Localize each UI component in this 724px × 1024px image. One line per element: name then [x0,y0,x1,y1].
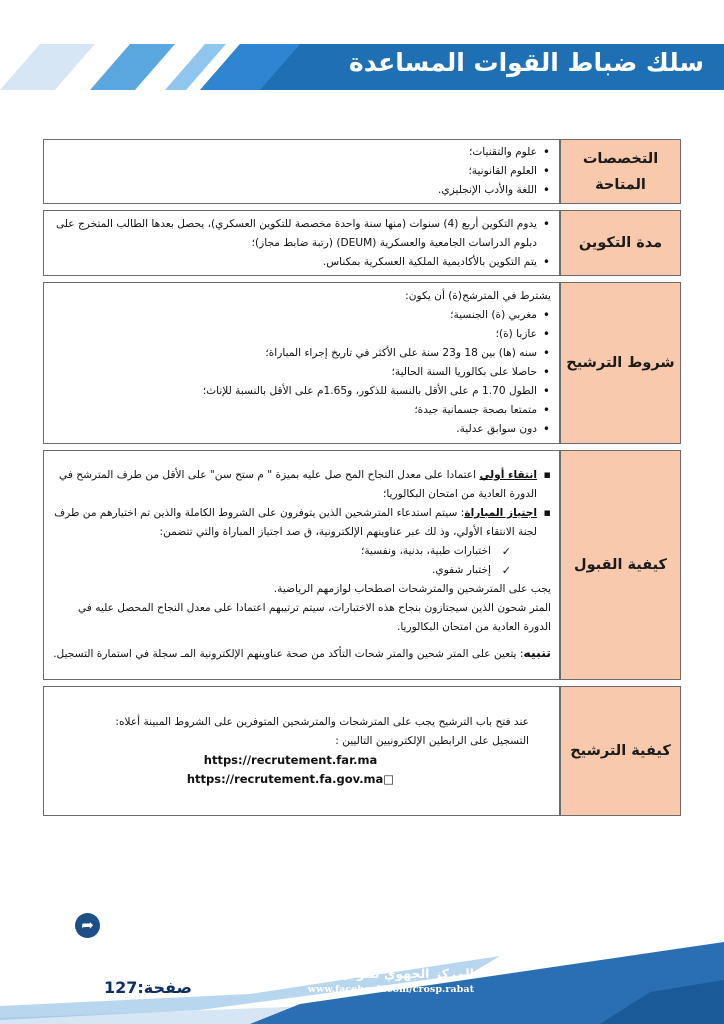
preselection-title: انتقاء أولي [479,469,537,481]
row-admission [43,450,681,680]
curved-arrow-icon: ➦ [75,913,100,938]
list-item: • يدوم التكوين أربع (4) سنوات (منها سنة واحدة مخصصة للتكوين العسكري)، يحصل بعدها الطالب المتخرج على دبلوم الدراسات الجامعية والعسكرية (DEUM) (رتبة ضابط مجاز)؛ [52,215,537,253]
link-fa-gov[interactable]: https://recrutement.fa.gov.ma□ [186,772,395,786]
list-item: ✓ اختبارات طبية، بدنية، ونفسية؛ [52,542,491,561]
duration-list [52,215,551,272]
label-admission: كيفية القبول [560,450,681,680]
link-far[interactable]: https://recrutement.far.ma [203,753,378,767]
label-conditions: شروط الترشيح [560,282,681,444]
list-item: • عازبا (ة)؛ [52,325,537,344]
conditions-intro: يشترط في المترشح(ة) أن يكون: [405,290,551,302]
content-specialties [43,139,560,204]
preselection-text: اعتمادا على معدل النجاح المح صل عليه بميزة " م ستح سن" على الأقل من طرف المترشح في الدورة العادية من امتحان البكالوريا؛ [59,469,537,500]
application-links [52,751,529,789]
row-conditions [43,282,681,444]
admission-notice [52,643,551,664]
info-table [43,133,681,822]
tests-list [52,542,551,580]
list-item: • متمتعا بصحة جسمانية جيدة؛ [52,401,537,420]
list-item: • الطول 1.70 م على الأقل بالنسبة للذكور، و1.65م على الأقل بالنسبة للإناث؛ [52,382,537,401]
list-item: • حاصلا على بكالوريا السنة الحالية؛ [52,363,537,382]
label-specialties: التخصصات المتاحة [560,139,681,204]
footer-facebook[interactable]: www.facebook.com/crosp.rabat [307,984,474,995]
list-item: ✓ إختبار شفوي. [52,561,491,580]
content-conditions [43,282,560,444]
label-application: كيفية الترشيح [560,686,681,816]
label-duration: مدة التكوين [560,210,681,276]
list-item: • اللغة والأدب الإنجليزي. [52,181,537,200]
row-application [43,686,681,816]
application-line2: التسجيل على الرابطين الإلكترونيين التاليين : [335,735,529,747]
content-application [43,686,560,816]
footer-center: المركز الجهوي للتوجيه المدرسي والمهني [218,966,474,981]
specialties-list [52,143,551,200]
admission-preselection [52,466,551,504]
notice-text: : يتعين على المتر شحين والمتر شحات التأكد من صحة عناوينهم الإلكترونية المـ سجلة في استمارة التسجيل. [53,648,524,660]
list-item: • سنه (ها) بين 18 و23 سنة على الأكثر في تاريخ إجراء المباراة؛ [52,344,537,363]
row-duration [43,210,681,276]
list-item: • علوم والتقنيات؛ [52,143,537,162]
list-item: • مغربي (ة) الجنسية؛ [52,306,537,325]
application-line1: عند فتح باب الترشيح يجب على المترشحات والمترشحين المتوفرين على الشروط المبينة أعلاه: [115,716,529,728]
notice-label: تنبيه [523,645,551,660]
conditions-list [52,306,551,439]
page-title: سلك ضباط القوات المساعدة [348,48,704,77]
content-admission [43,450,560,680]
footer-academy: الأكاديمية الجهوية للتربية والتكوين لجهة الرباط سلا القنيطرة [261,953,474,963]
admission-para-equipment: يجب على المترشحين والمترشحات اصطحاب لوازمهم الرياضية. [273,583,551,595]
exam-text: : سيتم استدعاء المترشحين الذين يتوفرون على الشروط الكاملة والذين تم اختيارهم من طرف لجنة الانتقاء الأولي، وذ لك عبر عناوينهم الإلكترونية، ق صد اجتياز المباراة والتي تتضمن: [54,507,537,538]
list-item: • العلوم القانونية؛ [52,162,537,181]
admission-para-ranking: المتر شحون الذين سيجتازون بنجاح هذه الاختبارات، سيتم ترتيبهم اعتمادا على معدل النجاح المحصل عليه في الدورة العادية من امتحان البكالوريا. [77,602,551,633]
page-number: صفحة:127 [104,978,193,997]
exam-title: اجتياز المباراة [464,507,537,519]
list-item: • يتم التكوين بالأكاديمية الملكية العسكرية بمكناس. [52,253,537,272]
content-duration [43,210,560,276]
list-item: • دون سوابق عدلية. [52,420,537,439]
admission-exam [52,504,551,542]
row-specialties [43,139,681,204]
